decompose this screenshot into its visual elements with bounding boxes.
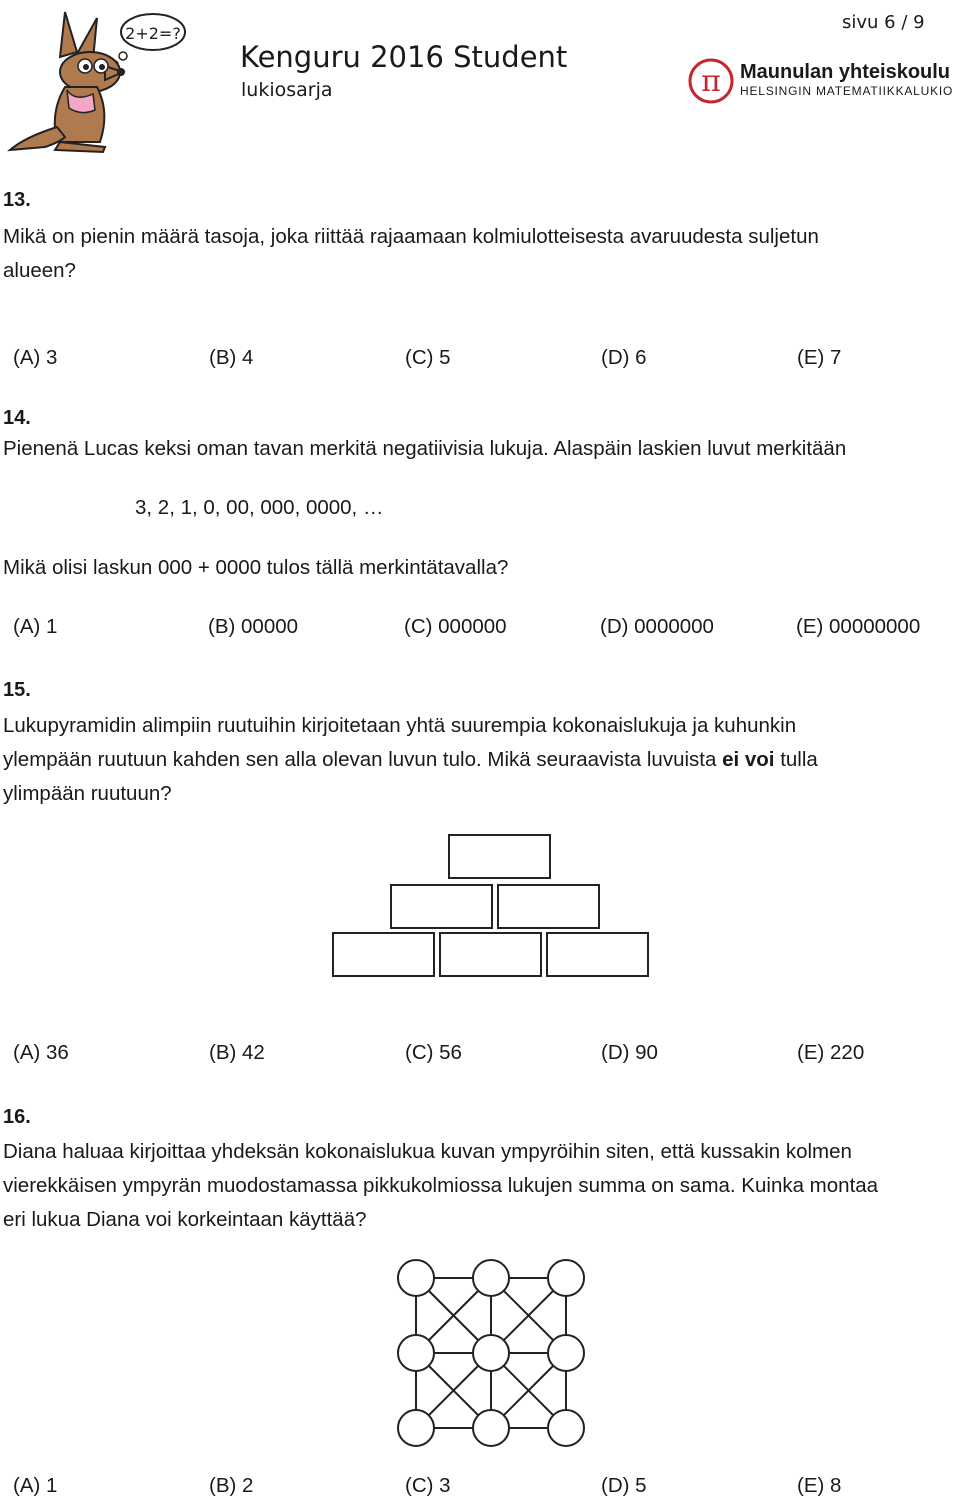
page-subtitle: lukiosarja — [241, 79, 333, 101]
q14-choice-b: (B) 00000 — [208, 615, 299, 638]
q13-text-line2: alueen? — [3, 259, 76, 282]
q13-choice-e: (E) 7 — [797, 346, 842, 369]
q13-choice-c: (C) 5 — [405, 346, 451, 369]
q13-choice-d: (D) 6 — [601, 346, 647, 369]
school-subname: HELSINGIN MATEMATIIKKALUKIO — [740, 84, 954, 98]
q15-choice-c: (C) 56 — [405, 1041, 462, 1064]
circle-grid-diagram — [396, 1258, 586, 1448]
q14-choice-e: (E) 00000000 — [796, 615, 921, 638]
page-number: sivu 6 / 9 — [842, 12, 925, 33]
q14-text-line1: Pienenä Lucas keksi oman tavan merkitä negatiivisia lukuja. Alaspäin laskien luvut merkitään — [3, 437, 847, 460]
q14-choice-a: (A) 1 — [13, 615, 58, 638]
q15-choice-d: (D) 90 — [601, 1041, 658, 1064]
q16-choice-c: (C) 3 — [405, 1474, 451, 1497]
q15-text-emphasis: ei voi — [722, 748, 775, 771]
grid-circle — [548, 1335, 584, 1371]
page-title: Kenguru 2016 Student — [240, 40, 568, 74]
grid-circle — [473, 1260, 509, 1296]
q16-text-line3: eri lukua Diana voi korkeintaan käyttää? — [3, 1208, 367, 1231]
q16-text-line2: vierekkäisen ympyrän muodostamassa pikkukolmiossa lukujen summa on sama. Kuinka montaa — [3, 1174, 879, 1197]
q16-text-line1: Diana haluaa kirjoittaa yhdeksän kokonaislukua kuvan ympyröihin siten, että kussakin kolmen — [3, 1140, 852, 1163]
q15-choice-a: (A) 36 — [13, 1041, 69, 1064]
q15-text-line2-post: tulla — [774, 748, 818, 771]
q13-choice-a: (A) 3 — [13, 346, 58, 369]
q14-question: Mikä olisi laskun 000 + 0000 tulos tällä merkintätavalla? — [3, 556, 509, 579]
q14-choice-d: (D) 0000000 — [600, 615, 714, 638]
grid-circle — [398, 1335, 434, 1371]
q14-sequence: 3, 2, 1, 0, 00, 000, 0000, … — [135, 496, 384, 519]
grid-circle — [473, 1410, 509, 1446]
q16-choice-e: (E) 8 — [797, 1474, 842, 1497]
pyramid-box-middle-left — [391, 885, 492, 928]
q13-text-line1: Mikä on pienin määrä tasoja, joka riittää rajaamaan kolmiulotteisesta avaruudesta suljetun — [3, 225, 819, 248]
q15-text-line2-pre: ylempään ruutuun kahden sen alla olevan luvun tulo. Mikä seuraavista luvuista — [3, 748, 723, 771]
q16-choice-b: (B) 2 — [209, 1474, 254, 1497]
q15-text-line2 — [3, 743, 953, 777]
q16-number: 16. — [3, 1106, 31, 1128]
q13-number: 13. — [3, 189, 31, 211]
pyramid-box-middle-right — [498, 885, 599, 928]
q13-choice-b: (B) 4 — [209, 346, 254, 369]
pyramid-box-top — [449, 835, 550, 878]
grid-circle — [548, 1260, 584, 1296]
q15-choice-b: (B) 42 — [209, 1041, 265, 1064]
grid-circle — [473, 1335, 509, 1371]
pyramid-box-bottom-right — [547, 933, 648, 976]
number-pyramid-diagram — [330, 832, 652, 980]
pyramid-box-bottom-middle — [440, 933, 541, 976]
pyramid-box-bottom-left — [333, 933, 434, 976]
svg-text:π: π — [701, 64, 721, 99]
q15-text-line3: ylimpään ruutuun? — [3, 782, 172, 805]
q15-number: 15. — [3, 679, 31, 701]
grid-circle — [548, 1410, 584, 1446]
q16-choice-a: (A) 1 — [13, 1474, 58, 1497]
grid-circle — [398, 1260, 434, 1296]
q16-choice-d: (D) 5 — [601, 1474, 647, 1497]
bubble-text: 2+2=? — [125, 24, 181, 43]
school-pi-logo-icon — [688, 58, 734, 104]
q15-choice-e: (E) 220 — [797, 1041, 865, 1064]
kangaroo-mascot-icon — [5, 2, 195, 154]
q14-choice-c: (C) 000000 — [404, 615, 507, 638]
q14-number: 14. — [3, 407, 31, 429]
grid-circle — [398, 1410, 434, 1446]
q15-text-line1: Lukupyramidin alimpiin ruutuihin kirjoitetaan yhtä suurempia kokonaislukuja ja kuhunkin — [3, 714, 797, 737]
school-name: Maunulan yhteiskoulu — [740, 61, 951, 83]
